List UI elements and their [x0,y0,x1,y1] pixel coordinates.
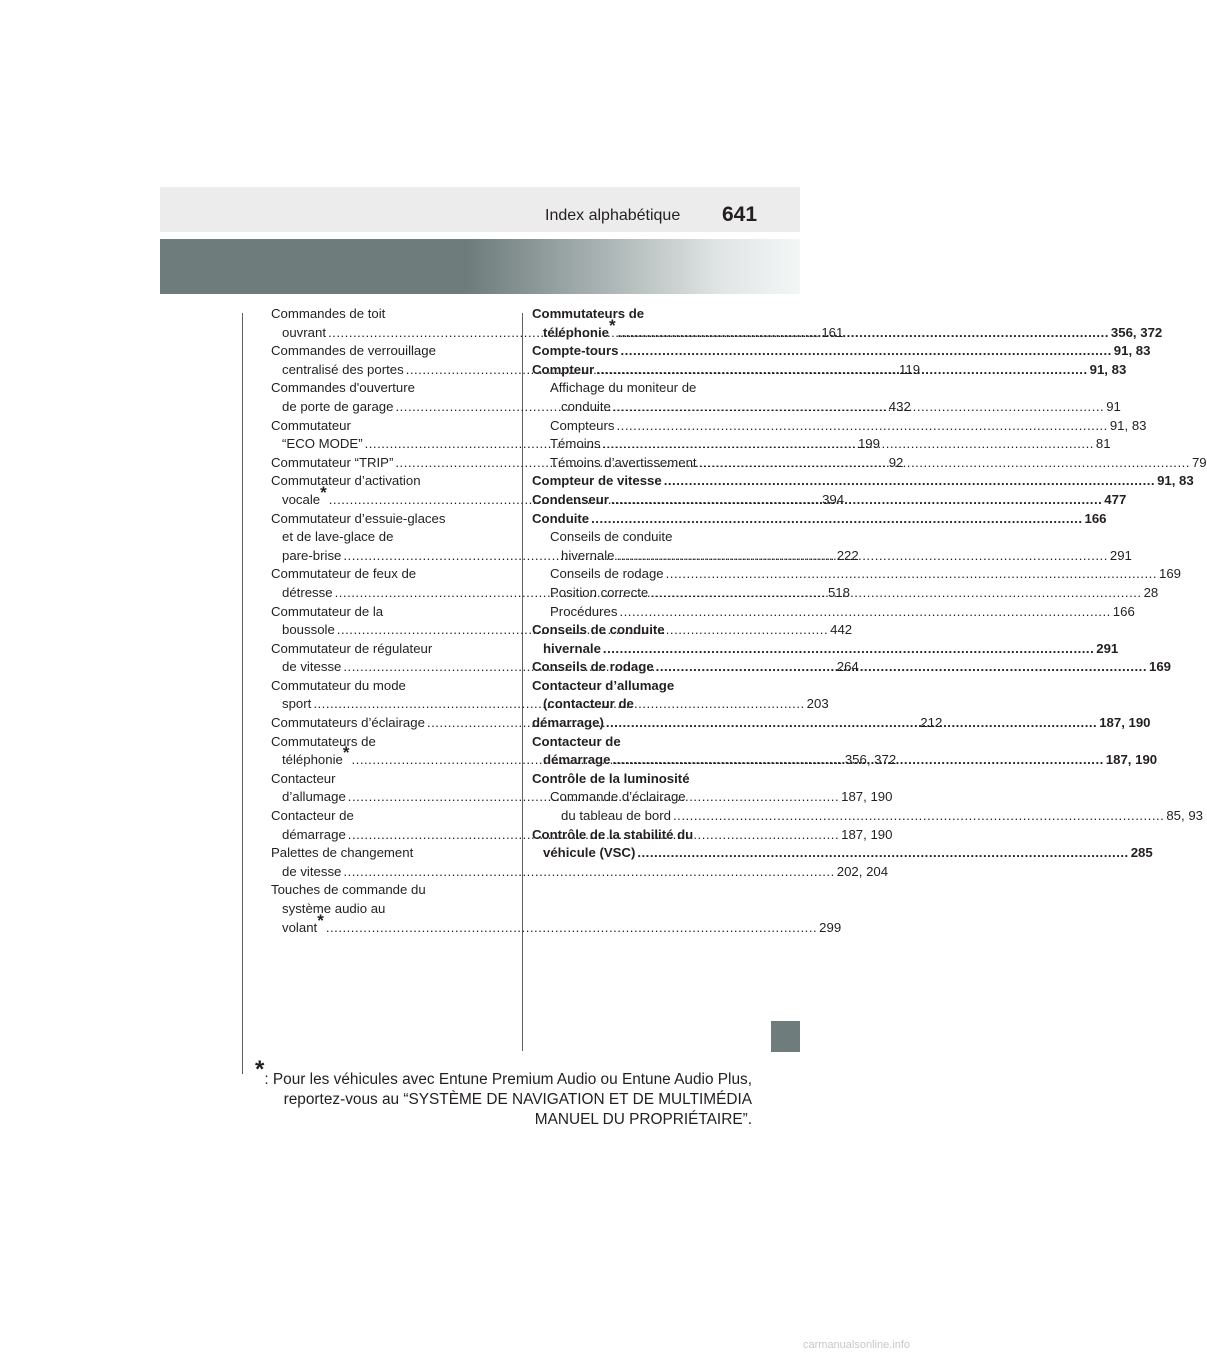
index-entry: Commutateurs de [532,306,645,321]
index-entry: Commandes de verrouillage [271,343,436,359]
index-entry: Touches de commande du [271,882,426,898]
index-entry: Commutateur du mode [271,677,406,693]
index-entry: Conseils de rodage ..... 169 [532,658,751,677]
index-entry: ouvrant ..... 161 [271,324,472,343]
header-bar [160,187,800,232]
watermark: carmanualsonline.info [803,1339,911,1351]
index-entry: Contrôle de la luminosité [532,770,690,786]
index-entry: Commutateur “TRIP” ..... 92 [271,454,472,473]
index-entry: Conseils de conduite [532,622,665,638]
header-gradient-band [160,239,800,294]
index-subentry: Procédures ..... 166 [532,603,751,622]
index-entry: d’allumage ..... 187, 190 [271,788,472,807]
index-entry: hivernale ..... 291 [532,640,751,659]
index-subentry: Témoins ..... 81 [532,435,751,454]
section-thumb-tab [771,1021,800,1052]
index-subentry: Affichage du moniteur de [550,380,697,396]
index-entry: démarrage) ..... 187, 190 [532,714,751,733]
index-entry: démarrage ..... 187, 190 [532,751,751,770]
page-number: 641 [722,203,758,226]
asterisk-marker: * [342,743,350,763]
index-entry: détresse ..... 518 [271,584,472,603]
index-entry: pare-brise ..... 222 [271,547,472,566]
index-entry: Commutateur de régulateur [271,640,433,656]
index-entry: et de lave-glace de [282,529,394,545]
index-entry: Commandes de toit [271,306,386,321]
asterisk-marker: * [320,482,327,502]
left-column-rule [242,313,243,1074]
index-entry: véhicule (VSC) ..... 285 [532,844,751,863]
footnote-line: MANUEL DU PROPRIÉTAIRE”. [534,1111,752,1128]
footnote-line: reportez-vous au “SYSTÈME DE NAVIGATION ET DE MULTIMÉDIA [283,1091,752,1108]
index-subentry: conduite ..... 91 [532,398,751,417]
index-entry: Commutateur de feux de [271,566,417,582]
index-entry: “ECO MODE” ..... 199 [271,435,472,454]
index-entry: Contacteur de [271,808,354,824]
index-entry: Condenseur ..... 477 [532,491,751,510]
index-subentry: Position correcte ..... 28 [532,584,751,603]
index-subentry: Conseils de conduite [550,529,673,545]
index-entry: volant* ..... 299 [271,919,472,938]
index-entry: Contacteur d’allumage [532,677,675,693]
index-entry: Commutateurs de [271,733,376,749]
index-subentry: Compteurs ..... 91, 83 [532,417,751,436]
index-entry: téléphonie* ..... 356, 372 [271,751,472,770]
index-entry: de porte de garage ..... 432 [271,398,472,417]
footnote [255,1056,753,1130]
index-entry: Contrôle de la stabilité du [532,826,694,842]
index-entry: Compte-tours ..... 91, 83 [532,342,751,361]
index-entry: Contacteur [271,770,336,786]
asterisk-marker: * [317,910,324,930]
index-entry: téléphonie* ..... 356, 372 [532,324,751,343]
middle-column-rule [522,313,523,1051]
index-entry: (contacteur de [543,696,634,712]
index-entry: Palettes de changement [271,845,414,861]
index-entry: Conduite ..... 166 [532,510,751,529]
footnote-asterisk: * [255,1056,265,1083]
index-entry: Commutateur d’essuie-glaces [271,510,446,526]
asterisk-marker: * [608,315,616,335]
index-entry: de vitesse ..... 264 [271,658,472,677]
page-title: Index alphabétique [545,207,681,224]
index-entry: Commutateur de la [271,603,384,619]
index-entry: centralisé des portes ..... 119 [271,361,472,380]
index-subentry: du tableau de bord ..... 85, 93 [532,807,751,826]
index-entry: Commutateurs d’éclairage ..... 212 [271,714,472,733]
index-entry: démarrage ..... 187, 190 [271,826,472,845]
footnote-line: *: Pour les véhicules avec Entune Premium Audio ou Entune Audio Plus, [255,1056,753,1088]
index-entry: système audio au [282,901,386,916]
index-subentry: Témoins d’avertissement ..... 79 [532,454,751,473]
index-entry: Commutateur [271,417,351,433]
index-entry: Commutateur d’activation [271,473,421,489]
index-entry: Commandes d'ouverture [271,380,415,396]
index-subentry: Commande d’éclairage [550,789,686,805]
index-entry: Compteur de vitesse ..... 91, 83 [532,472,751,491]
index-entry: de vitesse ..... 202, 204 [271,863,472,882]
index-entry: vocale* ..... 394 [271,491,472,510]
index-subentry: Conseils de rodage ..... 169 [532,565,751,584]
index-entry: Compteur ..... 91, 83 [532,361,751,380]
index-entry: boussole ..... 442 [271,621,472,640]
index-entry: Contacteur de [532,733,621,749]
index-entry: sport ..... 203 [271,695,472,714]
index-subentry: hivernale ..... 291 [532,547,751,566]
